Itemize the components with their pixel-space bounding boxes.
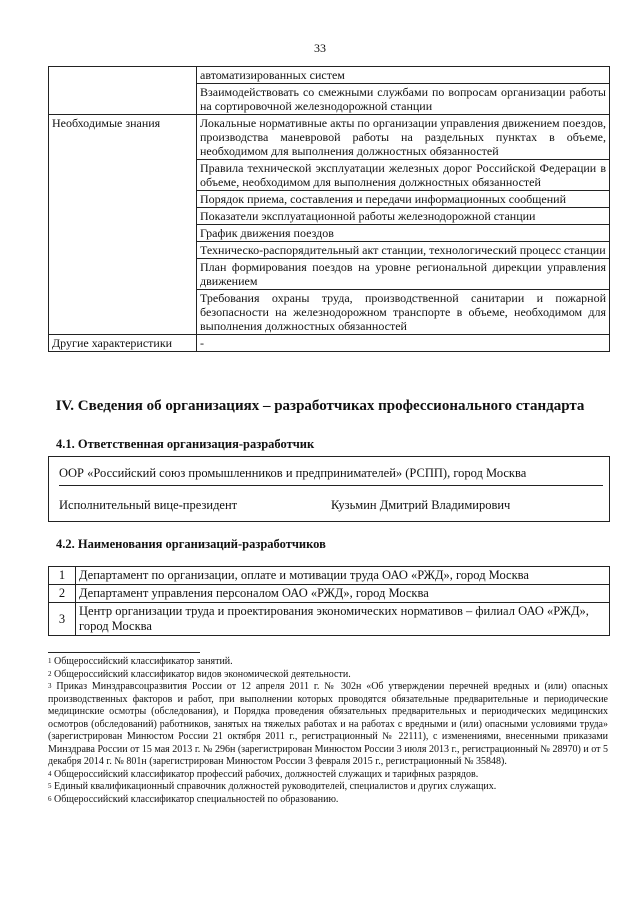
row-number: 1 — [49, 567, 76, 585]
footnote-mark: 4 — [48, 769, 52, 778]
developer-name: Департамент по организации, оплате и мотивации труда ОАО «РЖД», город Москва — [76, 567, 610, 585]
footnote-text: Общероссийский классификатор профессий рабочих, должностей служащих и тарифных разрядов. — [54, 768, 479, 780]
footnote-mark: 2 — [48, 669, 52, 678]
table-cell: Взаимодействовать со смежными службами по вопросам организации работы на сортировочной железнодорожной станции — [197, 84, 610, 115]
footnote — [48, 781, 608, 794]
table-cell: Локальные нормативные акты по организации управления движением поездов, производства маневровой работы на раздельных пунктах в объеме, необходимом для выполнения должностных обязанностей — [197, 115, 610, 160]
footnote — [48, 656, 608, 669]
footnote — [48, 794, 608, 807]
row-label-knowledge: Необходимые знания — [49, 115, 197, 335]
footnote-text: Общероссийский классификатор специальностей по образованию. — [54, 793, 339, 805]
footnotes — [48, 656, 608, 806]
table-cell: Правила технической эксплуатации железных дорог Российской Федерации в объеме, необходимом для выполнения должностных обязанностей — [197, 160, 610, 191]
table-row — [49, 585, 610, 603]
subsection-heading-developers: 4.2. Наименования организаций-разработчиков — [56, 537, 326, 551]
row-label-other: Другие характеристики — [49, 335, 197, 352]
table-cell: Порядок приема, составления и передачи информационных сообщений — [197, 191, 610, 208]
table-row — [49, 567, 610, 585]
footnote — [48, 769, 608, 782]
footnote — [48, 681, 608, 769]
skills-table — [48, 66, 610, 352]
row-number: 3 — [49, 603, 76, 636]
section-heading: IV. Сведения об организациях – разработчиках профессионального стандарта — [55, 398, 585, 414]
table-row — [49, 67, 610, 84]
footnote-text: Приказ Минздравсоцразвития России от 12 апреля 2011 г. № 302н «Об утверждении перечней вредных и (или) опасных производственных факторов и работ, при выполнении которых проводятся обязательные предварительные и периодические медицинские осмотры (обследования), и Порядка проведения обязательных предварительных и периодических медицинских осмотров (обследований) работников, занятых на тяжелых работах и на работах с вредными и (или) опасными условиями труда» (зарегистрирован Минюстом России 21 октября 2011 г., регистрационный № 22111), с изменениями, внесенными приказами Минздрава России от 15 мая 2013 г. № 296н (зарегистрирован Минюстом России 3 июля 2013 г., регистрационный № 28970) и от 5 декабря 2014 г. № 801н (зарегистрирован Минюстом России 3 февраля 2015 г., регистрационный № 35848). — [48, 681, 608, 767]
footnote-text: Общероссийский классификатор занятий. — [54, 656, 233, 667]
table-row — [49, 603, 610, 636]
row-label — [49, 67, 197, 115]
footnote-mark: 5 — [48, 782, 52, 790]
row-number: 2 — [49, 585, 76, 603]
developers-table — [48, 566, 610, 636]
responsible-person: Кузьмин Дмитрий Владимирович — [331, 498, 511, 512]
responsible-position: Исполнительный вице-президент — [59, 498, 238, 512]
table-cell: автоматизированных систем — [197, 67, 610, 84]
footnote-separator — [48, 652, 200, 653]
footnote-text: Единый квалификационный справочник должностей руководителей, специалистов и других служащих. — [54, 781, 497, 792]
table-cell: План формирования поездов на уровне региональной дирекции управления движением — [197, 259, 610, 290]
table-cell: Техническо-распорядительный акт станции, технологический процесс станции — [197, 242, 610, 259]
subsection-heading-responsible: 4.1. Ответственная организация-разработчик — [56, 437, 315, 451]
table-cell: Показатели эксплуатационной работы железнодорожной станции — [197, 208, 610, 225]
footnote-text: Общероссийский классификатор видов экономической деятельности. — [54, 668, 351, 680]
footnote-mark: 3 — [48, 682, 52, 690]
footnote — [48, 669, 608, 682]
table-row — [49, 335, 610, 352]
table-cell: График движения поездов — [197, 225, 610, 242]
footnote-mark: 6 — [48, 794, 52, 803]
developer-name: Центр организации труда и проектирования экономических нормативов – филиал ОАО «РЖД», город Москва — [76, 603, 610, 636]
footnote-mark: 1 — [48, 657, 52, 665]
responsible-org-box — [48, 456, 610, 522]
responsible-org-name: ООР «Российский союз промышленников и предпринимателей» (РСПП), город Москва — [59, 461, 603, 486]
table-cell: Требования охраны труда, производственной санитарии и пожарной безопасности на железнодорожном транспорте в объеме, необходимом для выполнения должностных обязанностей — [197, 290, 610, 335]
table-row — [49, 115, 610, 160]
table-cell: - — [197, 335, 610, 352]
developer-name: Департамент управления персоналом ОАО «РЖД», город Москва — [76, 585, 610, 603]
page-number: 33 — [314, 41, 326, 55]
